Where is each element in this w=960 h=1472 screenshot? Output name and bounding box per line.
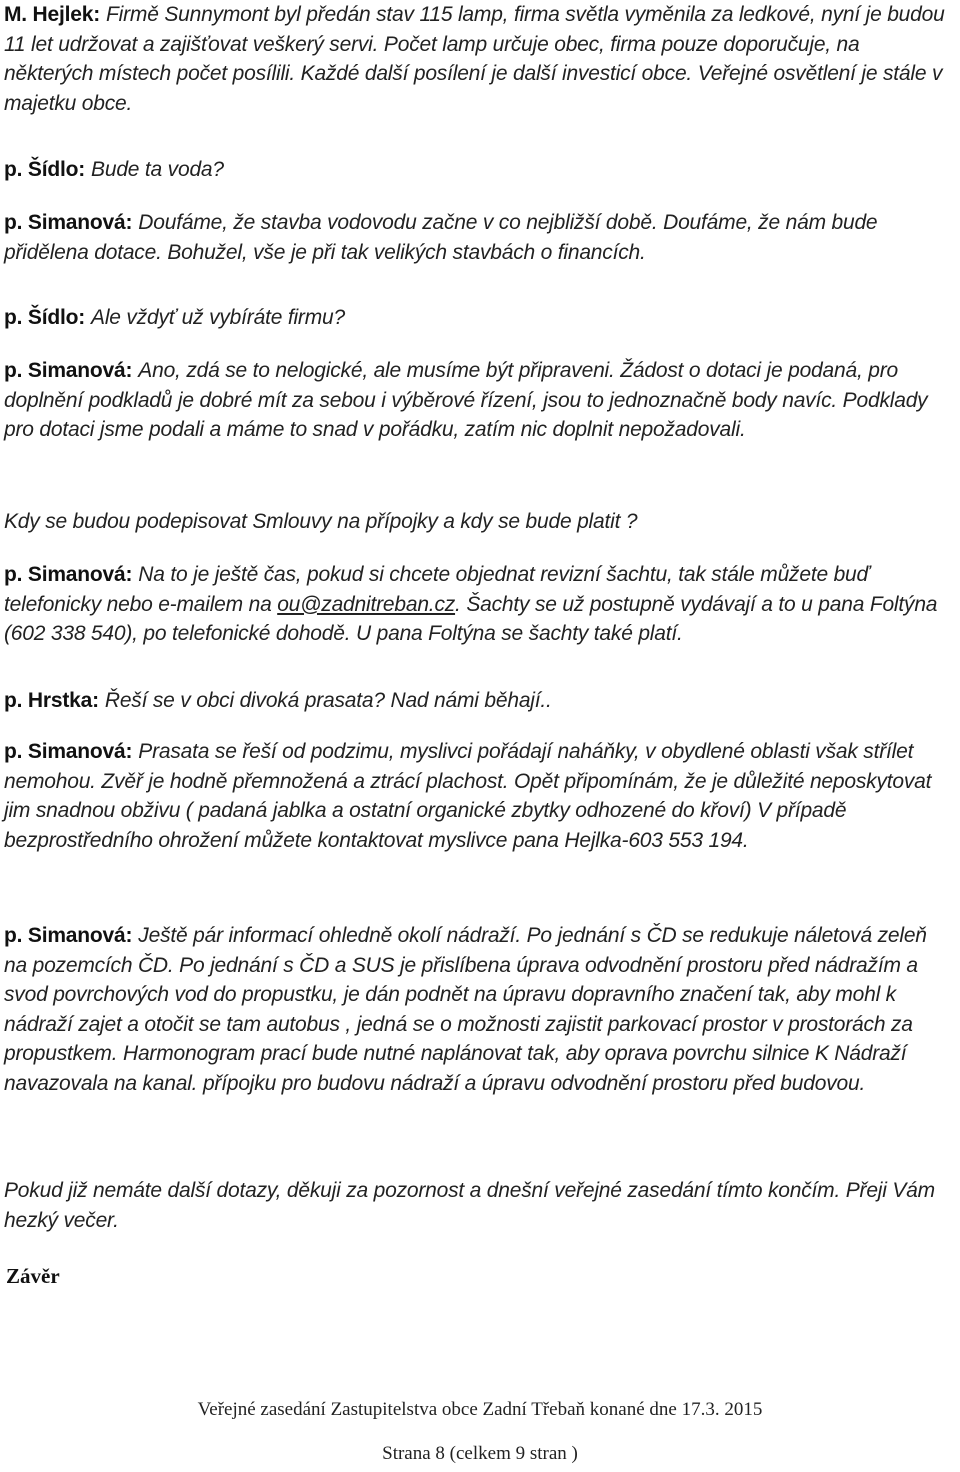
paragraph-text: Kdy se budou podepisovat Smlouvy na přípojky a kdy se bude platit ? — [4, 510, 638, 533]
paragraph-text: Prasata se řeší od podzimu, myslivci pořádají naháňky, v obydlené oblasti však střílet nemohou. Zvěř je hodně přemnožená a ztrácí plachost. Opět připomínám, že je důležité neposkytovat jim snadnou obživu ( padaná jablka a ostatní organické zbytky odhozené do křoví) V případě bezprostředního ohrožení můžete kontaktovat myslivce pana Hejlka-603 553 194. — [4, 740, 932, 852]
speaker-label: p. Šídlo: — [4, 158, 86, 181]
speaker-label: p. Šídlo: — [4, 306, 86, 329]
paragraph-simanova-waterworks — [4, 208, 952, 267]
paragraph-text: Ale vždyť už vybíráte firmu? — [91, 306, 345, 329]
paragraph-text: Firmě Sunnymont byl předán stav 115 lamp, firma světla vyměnila za ledkové, nyní je budou 11 let udržovat a zajišťovat veškerý servi. Počet lamp určuje obec, firma pouze doporučuje, na některých místech počet posílili. Každé další posílení je další investicí obce. Veřejné osvětlení je stále v majetku obce. — [4, 3, 945, 115]
paragraph-text: Doufáme, že stavba vodovodu začne v co nejbližší době. Doufáme, že nám bude přidělena dotace. Bohužel, vše je při tak velikých stavbách o financích. — [4, 211, 878, 264]
paragraph-simanova-subsidy — [4, 356, 952, 445]
paragraph-text: . Šachty se už postupně vydávají a to u pana Foltýna (602 338 540), po telefonické dohodě. U pana Foltýna se šachty také platí. — [4, 592, 938, 645]
footer-page-number: Strana 8 (celkem 9 stran ) — [382, 1443, 578, 1464]
paragraph-simanova-station — [4, 921, 952, 1098]
speaker-label: p. Simanová: — [4, 740, 133, 763]
paragraph-text: Na to je ještě čas, pokud si chcete objednat revizní šachtu, tak stále můžete buď telefonicky nebo e-mailem na — [4, 563, 870, 616]
paragraph-text: Ještě pár informací ohledně okolí nádraží. Po jednání s ČD se redukuje náletová zeleň na pozemcích ČD. Po jednání s ČD a SUS je přislíbena úprava odvodnění prostoru před nádražím a svod povrchových vod do propustku, je dán podnět na úpravu dopravního značení tak, aby mohl k nádraží zajet a otočit se tam autobus , jedná se o možnosti zajistit parkovací prostor v prostorách za propustkem. Harmonogram prací bude nutné naplánovat tak, aby oprava povrchu silnice K Nádraží navazovala na kanal. přípojku pro budovu nádraží a úpravu odvodnění prostoru před budovou. — [4, 924, 927, 1095]
paragraph-question-contracts — [4, 507, 952, 537]
paragraph-simanova-shafts — [4, 560, 952, 649]
speaker-label: M. Hejlek: — [4, 3, 101, 26]
speaker-label: p. Simanová: — [4, 924, 133, 947]
paragraph-hejlek-lamps — [4, 0, 952, 118]
email-link[interactable]: ou@zadnitreban.cz — [277, 592, 456, 616]
speaker-label: p. Simanová: — [4, 359, 133, 382]
speaker-label: p. Hrstka: — [4, 689, 99, 712]
paragraph-simanova-boars — [4, 737, 952, 855]
paragraph-text: Bude ta voda? — [91, 158, 224, 181]
paragraph-sidlo-water — [4, 155, 952, 185]
speaker-label: p. Simanová: — [4, 563, 133, 586]
paragraph-text: Ano, zdá se to nelogické, ale musíme být připraveni. Žádost o dotaci je podaná, pro doplnění podkladů je dobré mít za sebou i výběrové řízení, jsou to jednoznačně body navíc. Podklady pro dotaci jsme podali a máme to snad v pořádku, zatím nic doplnit nepožadovali. — [4, 359, 928, 441]
speaker-label: p. Simanová: — [4, 211, 133, 234]
paragraph-sidlo-company — [4, 303, 952, 333]
paragraph-text: Pokud již nemáte další dotazy, děkuji za pozornost a dnešní veřejné zasedání tímto končím. Přeji Vám hezký večer. — [4, 1179, 935, 1232]
paragraph-closing — [4, 1176, 952, 1235]
section-heading: Závěr — [6, 1264, 60, 1288]
paragraph-hrstka-boars — [4, 686, 952, 716]
paragraph-text: Řeší se v obci divoká prasata? Nad námi běhají.. — [104, 689, 552, 712]
footer-meeting-line: Veřejné zasedání Zastupitelstva obce Zadní Třebaň konané dne 17.3. 2015 — [197, 1399, 763, 1420]
